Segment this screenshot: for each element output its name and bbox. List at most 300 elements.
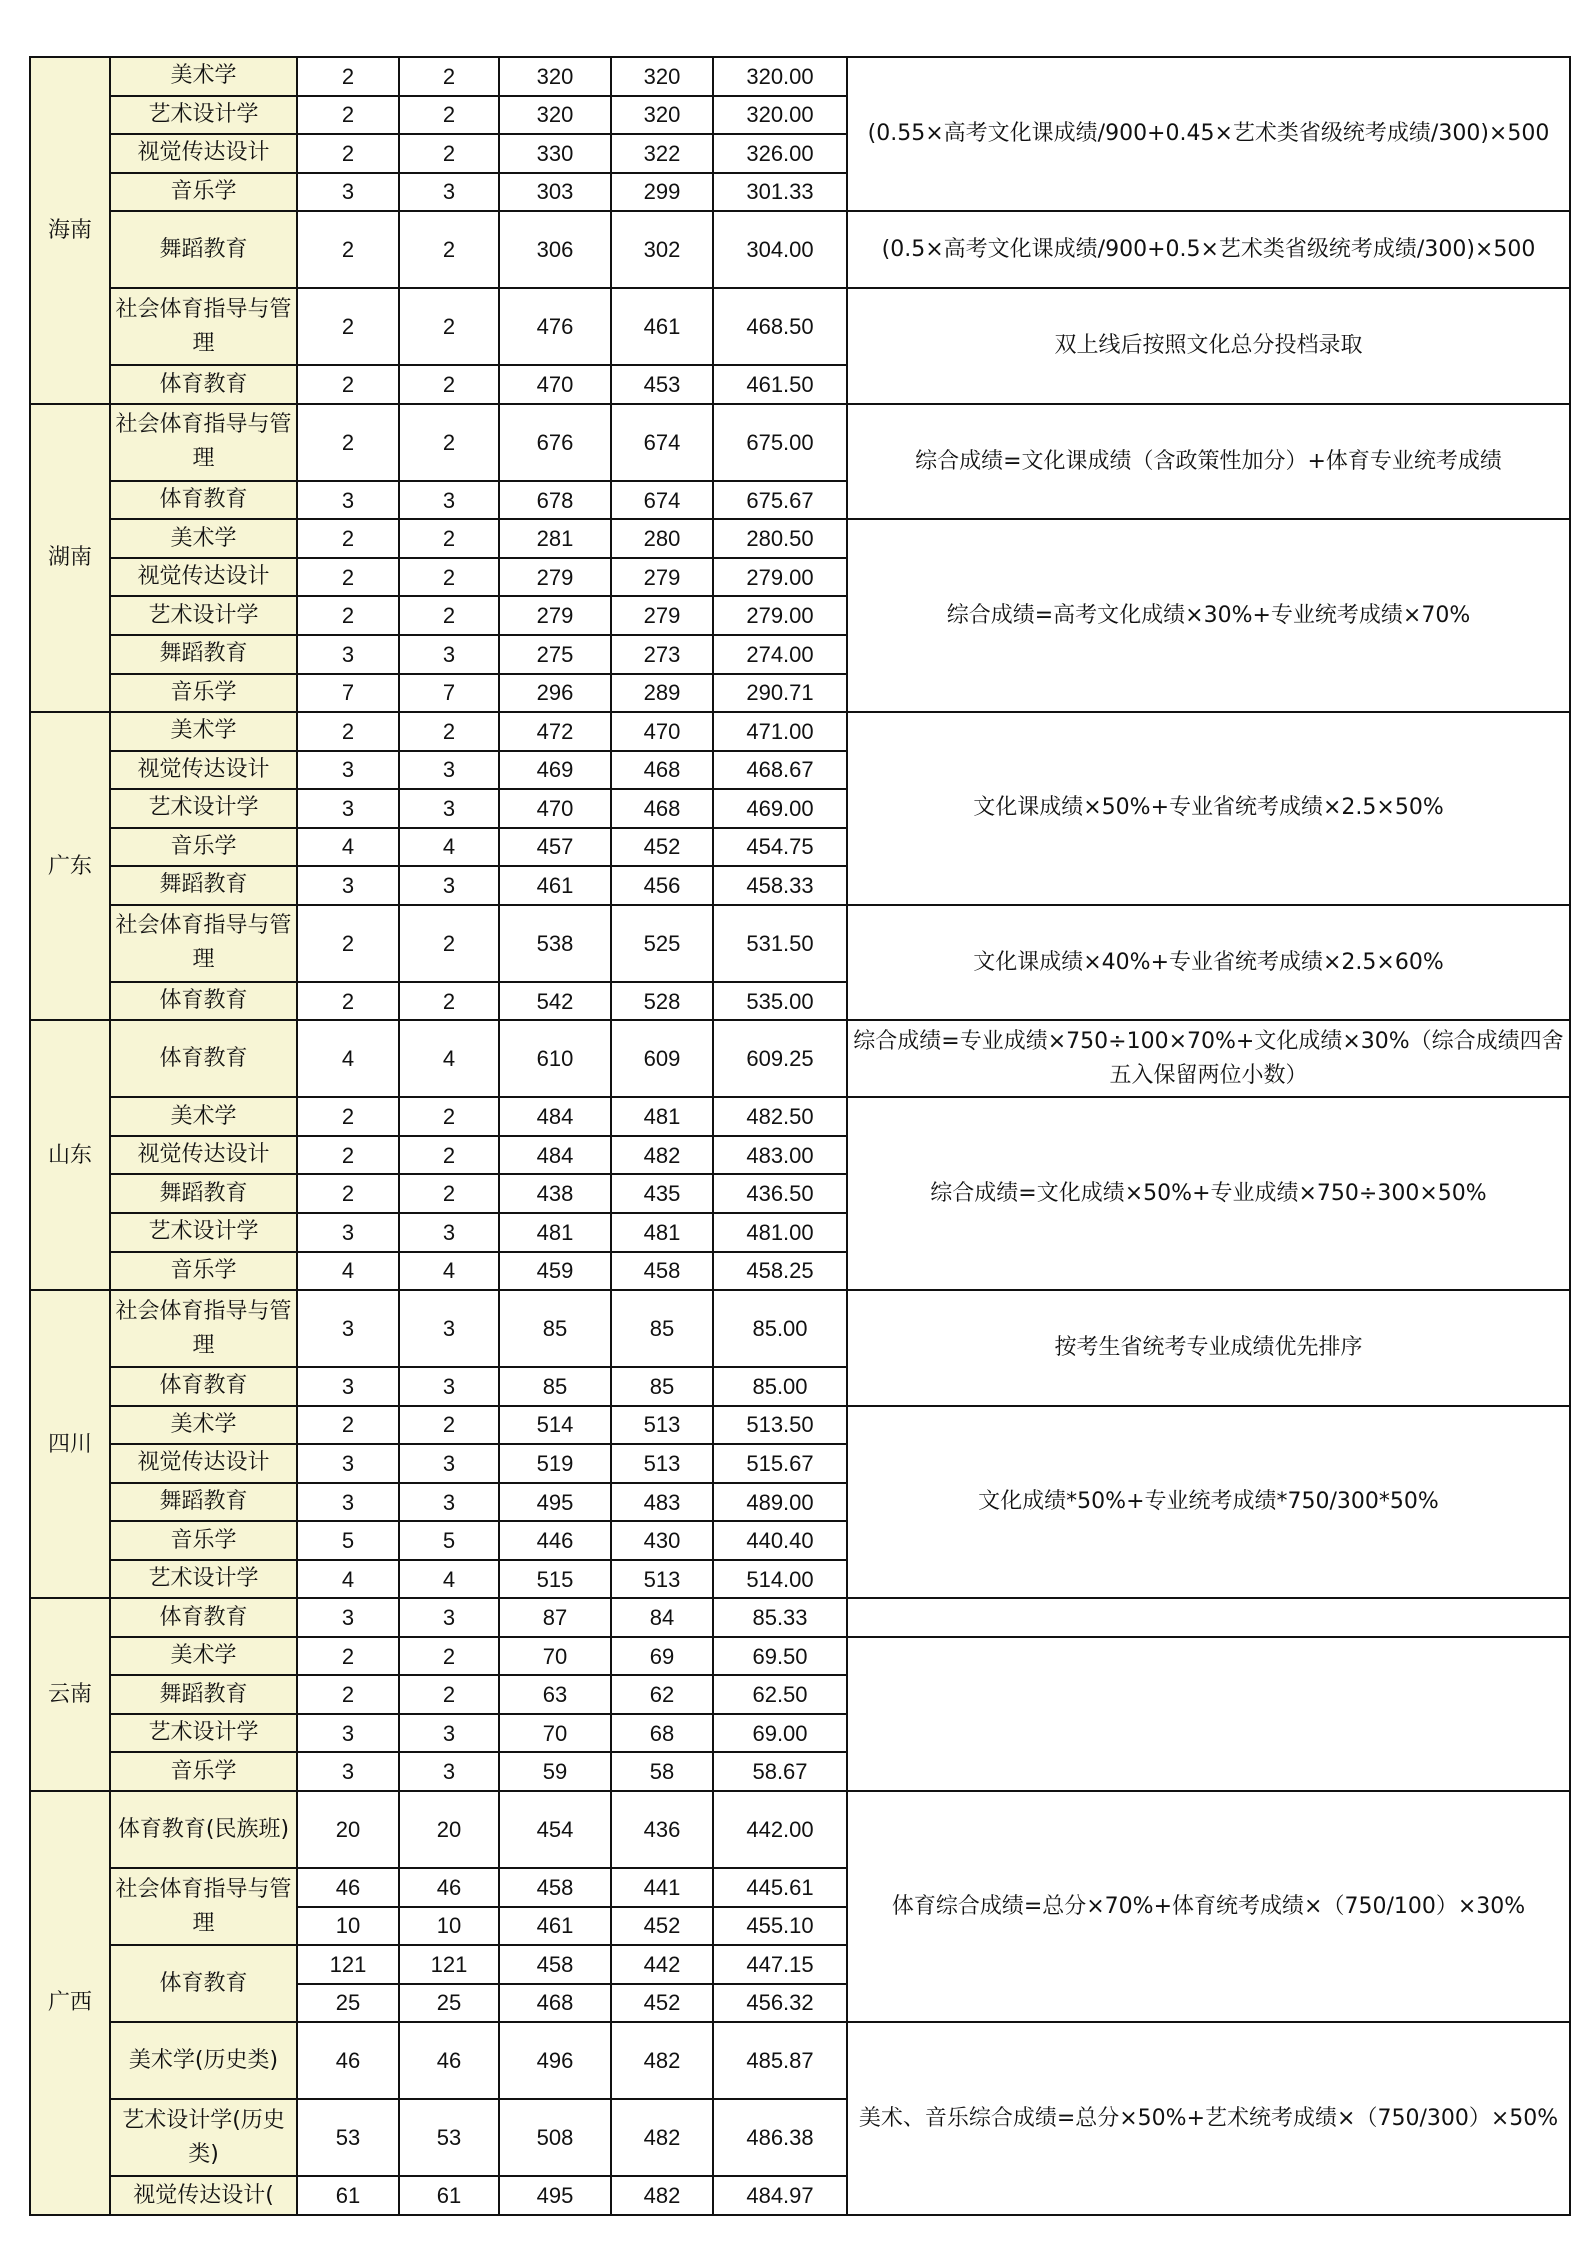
admitted-count-cell: 4 (399, 1560, 499, 1599)
min-score-cell: 279 (611, 596, 713, 635)
major-cell: 体育教育 (110, 1020, 297, 1097)
avg-score-cell: 455.10 (713, 1907, 847, 1946)
admitted-count-cell: 53 (399, 2099, 499, 2176)
max-score-cell: 70 (499, 1714, 611, 1753)
avg-score-cell: 62.50 (713, 1675, 847, 1714)
major-cell: 舞蹈教育 (110, 1174, 297, 1213)
plan-count-cell: 5 (297, 1521, 399, 1560)
min-score-cell: 430 (611, 1521, 713, 1560)
min-score-cell: 513 (611, 1444, 713, 1483)
score-formula-cell: 按考生省统考专业成绩优先排序 (847, 1290, 1570, 1406)
max-score-cell: 279 (499, 558, 611, 597)
max-score-cell: 476 (499, 288, 611, 365)
min-score-cell: 513 (611, 1406, 713, 1445)
min-score-cell: 453 (611, 365, 713, 404)
max-score-cell: 610 (499, 1020, 611, 1097)
avg-score-cell: 484.97 (713, 2176, 847, 2215)
major-cell: 艺术设计学 (110, 1714, 297, 1753)
major-cell: 美术学 (110, 1097, 297, 1136)
admitted-count-cell: 2 (399, 134, 499, 173)
plan-count-cell: 2 (297, 1097, 399, 1136)
plan-count-cell: 2 (297, 404, 399, 481)
province-cell: 广西 (30, 1791, 110, 2215)
avg-score-cell: 85.00 (713, 1367, 847, 1406)
avg-score-cell: 320.00 (713, 57, 847, 96)
max-score-cell: 70 (499, 1637, 611, 1676)
plan-count-cell: 3 (297, 751, 399, 790)
min-score-cell: 435 (611, 1174, 713, 1213)
min-score-cell: 481 (611, 1213, 713, 1252)
province-cell: 山东 (30, 1020, 110, 1290)
plan-count-cell: 3 (297, 1598, 399, 1637)
min-score-cell: 482 (611, 2176, 713, 2215)
major-cell: 艺术设计学(历史类) (110, 2099, 297, 2176)
avg-score-cell: 58.67 (713, 1752, 847, 1791)
admitted-count-cell: 3 (399, 751, 499, 790)
major-cell: 体育教育(民族班) (110, 1791, 297, 1868)
min-score-cell: 322 (611, 134, 713, 173)
avg-score-cell: 481.00 (713, 1213, 847, 1252)
admitted-count-cell: 2 (399, 1174, 499, 1213)
max-score-cell: 678 (499, 481, 611, 520)
plan-count-cell: 25 (297, 1984, 399, 2023)
table-row (30, 211, 1570, 288)
max-score-cell: 515 (499, 1560, 611, 1599)
score-formula-cell: 综合成绩=高考文化成绩×30%+专业统考成绩×70% (847, 519, 1570, 712)
admitted-count-cell: 2 (399, 982, 499, 1021)
admitted-count-cell: 3 (399, 481, 499, 520)
admitted-count-cell: 2 (399, 1406, 499, 1445)
admitted-count-cell: 61 (399, 2176, 499, 2215)
avg-score-cell: 304.00 (713, 211, 847, 288)
plan-count-cell: 3 (297, 1752, 399, 1791)
max-score-cell: 468 (499, 1984, 611, 2023)
admitted-count-cell: 2 (399, 1097, 499, 1136)
admitted-count-cell: 20 (399, 1791, 499, 1868)
major-cell: 体育教育 (110, 1367, 297, 1406)
min-score-cell: 458 (611, 1252, 713, 1291)
max-score-cell: 495 (499, 2176, 611, 2215)
min-score-cell: 302 (611, 211, 713, 288)
max-score-cell: 303 (499, 173, 611, 212)
avg-score-cell: 483.00 (713, 1136, 847, 1175)
table-row (30, 288, 1570, 365)
major-cell: 艺术设计学 (110, 789, 297, 828)
major-cell: 视觉传达设计( (110, 2176, 297, 2215)
avg-score-cell: 456.32 (713, 1984, 847, 2023)
plan-count-cell: 61 (297, 2176, 399, 2215)
avg-score-cell: 675.00 (713, 404, 847, 481)
admitted-count-cell: 2 (399, 365, 499, 404)
major-cell: 社会体育指导与管理 (110, 288, 297, 365)
max-score-cell: 457 (499, 828, 611, 867)
admitted-count-cell: 2 (399, 905, 499, 982)
plan-count-cell: 2 (297, 96, 399, 135)
table-row (30, 712, 1570, 751)
avg-score-cell: 482.50 (713, 1097, 847, 1136)
plan-count-cell: 3 (297, 789, 399, 828)
admitted-count-cell: 46 (399, 2022, 499, 2099)
major-cell: 体育教育 (110, 365, 297, 404)
major-cell: 音乐学 (110, 828, 297, 867)
score-formula-cell (847, 1637, 1570, 1791)
max-score-cell: 281 (499, 519, 611, 558)
max-score-cell: 472 (499, 712, 611, 751)
table-row (30, 1290, 1570, 1367)
avg-score-cell: 436.50 (713, 1174, 847, 1213)
province-cell: 广东 (30, 712, 110, 1020)
admitted-count-cell: 25 (399, 1984, 499, 2023)
min-score-cell: 456 (611, 866, 713, 905)
max-score-cell: 461 (499, 866, 611, 905)
avg-score-cell: 486.38 (713, 2099, 847, 2176)
major-cell: 艺术设计学 (110, 596, 297, 635)
admitted-count-cell: 3 (399, 1752, 499, 1791)
admitted-count-cell: 3 (399, 1367, 499, 1406)
avg-score-cell: 290.71 (713, 674, 847, 713)
max-score-cell: 459 (499, 1252, 611, 1291)
avg-score-cell: 469.00 (713, 789, 847, 828)
table-row (30, 519, 1570, 558)
score-formula-cell: 文化课成绩×40%+专业省统考成绩×2.5×60% (847, 905, 1570, 1021)
max-score-cell: 454 (499, 1791, 611, 1868)
admitted-count-cell: 2 (399, 596, 499, 635)
major-cell: 艺术设计学 (110, 1560, 297, 1599)
province-cell: 海南 (30, 57, 110, 404)
major-cell: 社会体育指导与管理 (110, 404, 297, 481)
major-cell: 体育教育 (110, 1598, 297, 1637)
plan-count-cell: 2 (297, 57, 399, 96)
admitted-count-cell: 46 (399, 1868, 499, 1907)
major-cell: 音乐学 (110, 674, 297, 713)
min-score-cell: 84 (611, 1598, 713, 1637)
table-row (30, 1791, 1570, 1868)
max-score-cell: 458 (499, 1868, 611, 1907)
plan-count-cell: 2 (297, 519, 399, 558)
plan-count-cell: 2 (297, 1406, 399, 1445)
min-score-cell: 320 (611, 96, 713, 135)
score-formula-cell: 文化课成绩×50%+专业省统考成绩×2.5×50% (847, 712, 1570, 905)
admitted-count-cell: 7 (399, 674, 499, 713)
major-cell: 社会体育指导与管理 (110, 905, 297, 982)
plan-count-cell: 7 (297, 674, 399, 713)
plan-count-cell: 2 (297, 211, 399, 288)
table-row (30, 404, 1570, 481)
min-score-cell: 452 (611, 1907, 713, 1946)
avg-score-cell: 609.25 (713, 1020, 847, 1097)
max-score-cell: 481 (499, 1213, 611, 1252)
major-cell: 音乐学 (110, 1752, 297, 1791)
plan-count-cell: 2 (297, 558, 399, 597)
admitted-count-cell: 3 (399, 1714, 499, 1753)
plan-count-cell: 2 (297, 905, 399, 982)
max-score-cell: 85 (499, 1290, 611, 1367)
min-score-cell: 528 (611, 982, 713, 1021)
major-cell: 艺术设计学 (110, 1213, 297, 1252)
avg-score-cell: 442.00 (713, 1791, 847, 1868)
major-cell: 体育教育 (110, 481, 297, 520)
avg-score-cell: 458.25 (713, 1252, 847, 1291)
major-cell: 音乐学 (110, 1521, 297, 1560)
plan-count-cell: 3 (297, 1714, 399, 1753)
score-formula-cell: 体育综合成绩=总分×70%+体育统考成绩×（750/100）×30% (847, 1791, 1570, 2022)
province-cell: 湖南 (30, 404, 110, 712)
avg-score-cell: 485.87 (713, 2022, 847, 2099)
avg-score-cell: 85.33 (713, 1598, 847, 1637)
admitted-count-cell: 3 (399, 789, 499, 828)
avg-score-cell: 279.00 (713, 558, 847, 597)
admitted-count-cell: 2 (399, 1675, 499, 1714)
admitted-count-cell: 2 (399, 712, 499, 751)
min-score-cell: 69 (611, 1637, 713, 1676)
min-score-cell: 58 (611, 1752, 713, 1791)
max-score-cell: 330 (499, 134, 611, 173)
admitted-count-cell: 5 (399, 1521, 499, 1560)
avg-score-cell: 461.50 (713, 365, 847, 404)
max-score-cell: 296 (499, 674, 611, 713)
min-score-cell: 441 (611, 1868, 713, 1907)
table-row (30, 905, 1570, 982)
max-score-cell: 63 (499, 1675, 611, 1714)
max-score-cell: 446 (499, 1521, 611, 1560)
score-formula-cell: 双上线后按照文化总分投档录取 (847, 288, 1570, 404)
min-score-cell: 482 (611, 1136, 713, 1175)
max-score-cell: 514 (499, 1406, 611, 1445)
avg-score-cell: 514.00 (713, 1560, 847, 1599)
score-formula-cell: 文化成绩*50%+专业统考成绩*750/300*50% (847, 1406, 1570, 1599)
avg-score-cell: 513.50 (713, 1406, 847, 1445)
max-score-cell: 484 (499, 1097, 611, 1136)
min-score-cell: 436 (611, 1791, 713, 1868)
admitted-count-cell: 2 (399, 1637, 499, 1676)
plan-count-cell: 2 (297, 1136, 399, 1175)
plan-count-cell: 3 (297, 1213, 399, 1252)
score-formula-cell (847, 1598, 1570, 1637)
max-score-cell: 87 (499, 1598, 611, 1637)
major-cell: 美术学 (110, 712, 297, 751)
avg-score-cell: 274.00 (713, 635, 847, 674)
plan-count-cell: 2 (297, 1637, 399, 1676)
admitted-count-cell: 3 (399, 635, 499, 674)
min-score-cell: 674 (611, 404, 713, 481)
plan-count-cell: 3 (297, 481, 399, 520)
plan-count-cell: 2 (297, 365, 399, 404)
major-cell: 舞蹈教育 (110, 1675, 297, 1714)
avg-score-cell: 301.33 (713, 173, 847, 212)
avg-score-cell: 445.61 (713, 1868, 847, 1907)
score-formula-cell: (0.55×高考文化课成绩/900+0.45×艺术类省级统考成绩/300)×500 (847, 57, 1570, 211)
admitted-count-cell: 4 (399, 1252, 499, 1291)
admitted-count-cell: 3 (399, 1290, 499, 1367)
plan-count-cell: 4 (297, 1560, 399, 1599)
max-score-cell: 320 (499, 57, 611, 96)
min-score-cell: 482 (611, 2022, 713, 2099)
score-formula-cell: 美术、音乐综合成绩=总分×50%+艺术统考成绩×（750/300）×50% (847, 2022, 1570, 2215)
min-score-cell: 280 (611, 519, 713, 558)
plan-count-cell: 3 (297, 1483, 399, 1522)
admitted-count-cell: 2 (399, 404, 499, 481)
major-cell: 视觉传达设计 (110, 751, 297, 790)
major-cell: 美术学 (110, 1406, 297, 1445)
avg-score-cell: 85.00 (713, 1290, 847, 1367)
table-row (30, 1097, 1570, 1136)
max-score-cell: 519 (499, 1444, 611, 1483)
max-score-cell: 438 (499, 1174, 611, 1213)
score-formula-cell: 综合成绩=文化成绩×50%+专业成绩×750÷300×50% (847, 1097, 1570, 1290)
table-row (30, 2022, 1570, 2099)
min-score-cell: 674 (611, 481, 713, 520)
min-score-cell: 320 (611, 57, 713, 96)
admitted-count-cell: 3 (399, 1213, 499, 1252)
major-cell: 美术学(历史类) (110, 2022, 297, 2099)
major-cell: 美术学 (110, 519, 297, 558)
min-score-cell: 468 (611, 751, 713, 790)
plan-count-cell: 20 (297, 1791, 399, 1868)
avg-score-cell: 515.67 (713, 1444, 847, 1483)
province-cell: 四川 (30, 1290, 110, 1598)
score-formula-cell: 综合成绩=专业成绩×750÷100×70%+文化成绩×30%（综合成绩四舍五入保留两位小数） (847, 1020, 1570, 1097)
avg-score-cell: 280.50 (713, 519, 847, 558)
plan-count-cell: 3 (297, 1290, 399, 1367)
admitted-count-cell: 121 (399, 1945, 499, 1984)
plan-count-cell: 2 (297, 982, 399, 1021)
major-cell: 视觉传达设计 (110, 1444, 297, 1483)
avg-score-cell: 468.50 (713, 288, 847, 365)
plan-count-cell: 2 (297, 288, 399, 365)
min-score-cell: 289 (611, 674, 713, 713)
plan-count-cell: 3 (297, 1444, 399, 1483)
avg-score-cell: 69.50 (713, 1637, 847, 1676)
admitted-count-cell: 3 (399, 866, 499, 905)
avg-score-cell: 675.67 (713, 481, 847, 520)
admitted-count-cell: 3 (399, 173, 499, 212)
table-row (30, 1406, 1570, 1445)
table-row (30, 57, 1570, 96)
plan-count-cell: 3 (297, 1367, 399, 1406)
plan-count-cell: 3 (297, 866, 399, 905)
major-cell: 舞蹈教育 (110, 211, 297, 288)
plan-count-cell: 4 (297, 828, 399, 867)
min-score-cell: 452 (611, 828, 713, 867)
plan-count-cell: 53 (297, 2099, 399, 2176)
avg-score-cell: 320.00 (713, 96, 847, 135)
admitted-count-cell: 4 (399, 828, 499, 867)
major-cell: 社会体育指导与管理 (110, 1290, 297, 1367)
min-score-cell: 468 (611, 789, 713, 828)
table-row (30, 1020, 1570, 1097)
min-score-cell: 62 (611, 1675, 713, 1714)
min-score-cell: 452 (611, 1984, 713, 2023)
major-cell: 舞蹈教育 (110, 1483, 297, 1522)
major-cell: 体育教育 (110, 982, 297, 1021)
min-score-cell: 470 (611, 712, 713, 751)
plan-count-cell: 2 (297, 596, 399, 635)
max-score-cell: 470 (499, 789, 611, 828)
score-formula-cell: (0.5×高考文化课成绩/900+0.5×艺术类省级统考成绩/300)×500 (847, 211, 1570, 288)
min-score-cell: 68 (611, 1714, 713, 1753)
max-score-cell: 508 (499, 2099, 611, 2176)
plan-count-cell: 46 (297, 2022, 399, 2099)
max-score-cell: 496 (499, 2022, 611, 2099)
min-score-cell: 525 (611, 905, 713, 982)
avg-score-cell: 279.00 (713, 596, 847, 635)
min-score-cell: 279 (611, 558, 713, 597)
admitted-count-cell: 3 (399, 1444, 499, 1483)
admitted-count-cell: 2 (399, 57, 499, 96)
plan-count-cell: 2 (297, 1675, 399, 1714)
avg-score-cell: 69.00 (713, 1714, 847, 1753)
plan-count-cell: 4 (297, 1020, 399, 1097)
max-score-cell: 458 (499, 1945, 611, 1984)
max-score-cell: 461 (499, 1907, 611, 1946)
major-cell: 音乐学 (110, 173, 297, 212)
min-score-cell: 85 (611, 1290, 713, 1367)
max-score-cell: 85 (499, 1367, 611, 1406)
score-formula-cell: 综合成绩=文化课成绩（含政策性加分）+体育专业统考成绩 (847, 404, 1570, 520)
admitted-count-cell: 2 (399, 519, 499, 558)
admitted-count-cell: 2 (399, 1136, 499, 1175)
min-score-cell: 481 (611, 1097, 713, 1136)
major-cell: 音乐学 (110, 1252, 297, 1291)
admitted-count-cell: 2 (399, 96, 499, 135)
major-cell: 体育教育 (110, 1945, 297, 2022)
max-score-cell: 484 (499, 1136, 611, 1175)
major-cell: 美术学 (110, 1637, 297, 1676)
major-cell: 艺术设计学 (110, 96, 297, 135)
avg-score-cell: 454.75 (713, 828, 847, 867)
plan-count-cell: 3 (297, 173, 399, 212)
province-cell: 云南 (30, 1598, 110, 1791)
max-score-cell: 542 (499, 982, 611, 1021)
major-cell: 视觉传达设计 (110, 558, 297, 597)
major-cell: 舞蹈教育 (110, 635, 297, 674)
plan-count-cell: 2 (297, 712, 399, 751)
min-score-cell: 299 (611, 173, 713, 212)
avg-score-cell: 531.50 (713, 905, 847, 982)
max-score-cell: 676 (499, 404, 611, 481)
min-score-cell: 442 (611, 1945, 713, 1984)
max-score-cell: 469 (499, 751, 611, 790)
major-cell: 舞蹈教育 (110, 866, 297, 905)
avg-score-cell: 458.33 (713, 866, 847, 905)
major-cell: 社会体育指导与管理 (110, 1868, 297, 1945)
min-score-cell: 461 (611, 288, 713, 365)
max-score-cell: 59 (499, 1752, 611, 1791)
major-cell: 视觉传达设计 (110, 134, 297, 173)
admitted-count-cell: 2 (399, 558, 499, 597)
major-cell: 美术学 (110, 57, 297, 96)
plan-count-cell: 2 (297, 134, 399, 173)
admitted-count-cell: 2 (399, 211, 499, 288)
avg-score-cell: 440.40 (713, 1521, 847, 1560)
avg-score-cell: 326.00 (713, 134, 847, 173)
max-score-cell: 275 (499, 635, 611, 674)
admission-scores-table (29, 56, 1571, 2216)
min-score-cell: 273 (611, 635, 713, 674)
plan-count-cell: 2 (297, 1174, 399, 1213)
max-score-cell: 470 (499, 365, 611, 404)
min-score-cell: 609 (611, 1020, 713, 1097)
max-score-cell: 279 (499, 596, 611, 635)
plan-count-cell: 3 (297, 635, 399, 674)
max-score-cell: 306 (499, 211, 611, 288)
plan-count-cell: 46 (297, 1868, 399, 1907)
min-score-cell: 483 (611, 1483, 713, 1522)
max-score-cell: 320 (499, 96, 611, 135)
plan-count-cell: 10 (297, 1907, 399, 1946)
admitted-count-cell: 4 (399, 1020, 499, 1097)
admitted-count-cell: 3 (399, 1598, 499, 1637)
